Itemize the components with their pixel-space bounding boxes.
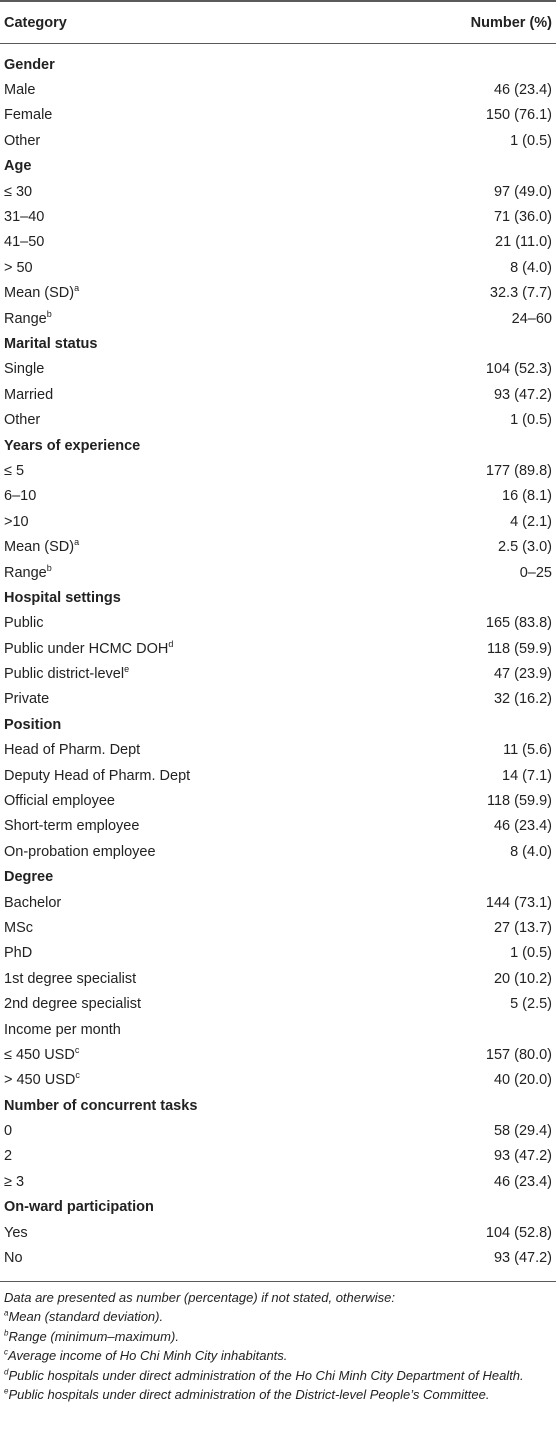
row-value: 1 (0.5) xyxy=(510,412,552,429)
row-label xyxy=(4,260,33,276)
row-label xyxy=(4,234,44,250)
row-label xyxy=(4,562,52,581)
row-label xyxy=(4,615,44,631)
row-label xyxy=(4,1225,28,1241)
row-label xyxy=(4,336,97,352)
category-column-header: Category xyxy=(4,14,67,31)
table-row xyxy=(0,357,556,382)
section-header-row xyxy=(0,433,556,458)
row-value: 20 (10.2) xyxy=(493,970,552,987)
table-row xyxy=(0,611,556,636)
row-value: 58 (29.4) xyxy=(493,1123,552,1140)
row-label-text: Public district-level xyxy=(4,666,125,683)
footnote-marker: a xyxy=(74,283,80,294)
table-row xyxy=(0,763,556,788)
row-value: 8 (4.0) xyxy=(510,843,552,860)
number-column-header: Number (%) xyxy=(470,14,552,31)
row-label xyxy=(4,945,32,961)
table-row xyxy=(0,382,556,407)
row-label-text: > 50 xyxy=(4,259,33,276)
table-row xyxy=(0,77,556,102)
row-value: 47 (23.9) xyxy=(493,666,552,683)
table-row xyxy=(0,407,556,432)
row-value: 104 (52.3) xyxy=(485,361,552,378)
row-value: 46 (23.4) xyxy=(493,1173,552,1190)
row-label xyxy=(4,1098,197,1114)
footnote-marker: d xyxy=(4,1367,9,1377)
section-header-row xyxy=(0,712,556,737)
footnote xyxy=(4,1307,552,1327)
row-label-text: Number of concurrent tasks xyxy=(4,1097,198,1114)
table-row xyxy=(0,509,556,534)
table-row xyxy=(0,255,556,280)
footnote-marker: a xyxy=(74,537,80,548)
table-row xyxy=(0,1042,556,1067)
row-label xyxy=(4,1250,23,1266)
table-row xyxy=(0,839,556,864)
row-value: 144 (73.1) xyxy=(485,894,552,911)
table-row xyxy=(0,814,556,839)
footnote xyxy=(4,1385,552,1405)
row-label xyxy=(4,361,44,377)
row-label-text: Income per month xyxy=(4,1021,121,1038)
row-label-text: Head of Pharm. Dept xyxy=(4,742,141,759)
row-label xyxy=(4,412,40,428)
table-row xyxy=(0,1118,556,1143)
row-value: 0–25 xyxy=(519,564,552,581)
row-label-text: Deputy Head of Pharm. Dept xyxy=(4,767,191,784)
table-row xyxy=(0,179,556,204)
table-row xyxy=(0,458,556,483)
row-label-text: Position xyxy=(4,716,62,733)
row-label-text: Other xyxy=(4,132,41,149)
row-label xyxy=(4,869,53,885)
row-label xyxy=(4,1148,12,1164)
table-row xyxy=(0,1017,556,1042)
footnote-marker: e xyxy=(124,664,130,675)
table-row xyxy=(0,991,556,1016)
table-row xyxy=(0,230,556,255)
row-label xyxy=(4,488,36,504)
row-label-text: >10 xyxy=(4,513,29,530)
row-label xyxy=(4,996,141,1012)
row-label-text: Degree xyxy=(4,869,54,886)
row-label-text: Private xyxy=(4,691,50,708)
footnote-text: Range (minimum–maximum). xyxy=(8,1328,179,1344)
footnote-text: Public hospitals under direct administration of the Ho Chi Minh City Department of Health. xyxy=(8,1367,524,1383)
row-label-text: Public under HCMC DOH xyxy=(4,640,169,657)
section-header-row xyxy=(0,331,556,356)
row-label xyxy=(4,768,190,784)
row-label xyxy=(4,308,52,327)
row-label-text: Bachelor xyxy=(4,894,62,911)
footnote-text: Mean (standard deviation). xyxy=(8,1309,164,1325)
row-label-text: 41–50 xyxy=(4,234,45,251)
row-label-text: Range xyxy=(4,564,47,581)
footnote xyxy=(4,1366,552,1386)
row-label-text: Mean (SD) xyxy=(4,285,75,302)
row-label-text: Short-term employee xyxy=(4,818,140,835)
row-label xyxy=(4,1174,24,1190)
row-value: 11 (5.6) xyxy=(503,742,552,759)
section-header-row xyxy=(0,52,556,77)
row-label xyxy=(4,438,140,454)
footnote-text: Average income of Ho Chi Minh City inhabitants. xyxy=(8,1348,288,1364)
row-label xyxy=(4,818,139,834)
row-label xyxy=(4,1047,79,1063)
table-row xyxy=(0,890,556,915)
row-label-text: No xyxy=(4,1250,23,1267)
row-label xyxy=(4,1022,121,1038)
table-row xyxy=(0,1220,556,1245)
table-row xyxy=(0,941,556,966)
row-label-text: Marital status xyxy=(4,335,98,352)
row-label-text: Married xyxy=(4,386,54,403)
table-row xyxy=(0,306,556,331)
row-value: 14 (7.1) xyxy=(502,767,552,784)
row-value: 1 (0.5) xyxy=(510,132,552,149)
row-label xyxy=(4,1123,12,1139)
footnote-marker: e xyxy=(4,1386,9,1396)
row-label-text: ≤ 5 xyxy=(4,462,25,479)
table-row xyxy=(0,661,556,686)
row-label xyxy=(4,209,44,225)
table-row xyxy=(0,534,556,559)
row-label xyxy=(4,184,32,200)
table-row xyxy=(0,788,556,813)
row-label xyxy=(4,82,35,98)
row-label xyxy=(4,920,33,936)
row-label-text: Male xyxy=(4,82,36,99)
table-row xyxy=(0,1169,556,1194)
row-label xyxy=(4,285,79,301)
footnote xyxy=(4,1346,552,1366)
row-label-text: MSc xyxy=(4,919,33,936)
row-label-text: 31–40 xyxy=(4,209,45,226)
row-label-text: On-probation employee xyxy=(4,843,156,860)
row-label-text: Single xyxy=(4,361,45,378)
row-label-text: > 450 USD xyxy=(4,1072,76,1089)
table-row xyxy=(0,636,556,661)
table-row xyxy=(0,103,556,128)
row-label xyxy=(4,691,49,707)
row-label-text: Hospital settings xyxy=(4,589,121,606)
row-label-text: Age xyxy=(4,158,32,175)
row-value: 8 (4.0) xyxy=(510,259,552,276)
table-row xyxy=(0,1245,556,1270)
table-row xyxy=(0,281,556,306)
row-value: 97 (49.0) xyxy=(493,183,552,200)
table-row xyxy=(0,738,556,763)
footnote xyxy=(4,1288,552,1308)
row-value: 27 (13.7) xyxy=(493,919,552,936)
row-value: 46 (23.4) xyxy=(493,818,552,835)
row-label-text: Range xyxy=(4,310,47,327)
row-label-text: 0 xyxy=(4,1123,13,1140)
row-label-text: PhD xyxy=(4,945,33,962)
row-label-text: Yes xyxy=(4,1224,28,1241)
row-label-text: 1st degree specialist xyxy=(4,970,137,987)
row-label xyxy=(4,107,52,123)
row-label-text: ≥ 3 xyxy=(4,1173,25,1190)
footnote-marker: a xyxy=(4,1308,9,1318)
row-label xyxy=(4,463,24,479)
row-label-text: 2 xyxy=(4,1148,13,1165)
section-header-row xyxy=(0,1093,556,1118)
table-row xyxy=(0,128,556,153)
table-row xyxy=(0,1068,556,1093)
row-value: 93 (47.2) xyxy=(493,1250,552,1267)
table-header xyxy=(0,0,556,44)
section-header-row xyxy=(0,865,556,890)
row-value: 165 (83.8) xyxy=(485,615,552,632)
row-label-text: Other xyxy=(4,412,41,429)
row-label-text: Gender xyxy=(4,56,55,73)
footnote-marker: d xyxy=(168,638,174,649)
row-value: 177 (89.8) xyxy=(485,462,552,479)
row-value: 150 (76.1) xyxy=(485,107,552,124)
row-label xyxy=(4,158,31,174)
row-value: 16 (8.1) xyxy=(502,488,552,505)
row-label-text: Female xyxy=(4,107,53,124)
row-label xyxy=(4,666,129,682)
row-label-text: ≤ 30 xyxy=(4,183,33,200)
row-label xyxy=(4,971,136,987)
table-footnotes xyxy=(0,1281,556,1405)
row-label xyxy=(4,1072,80,1088)
section-header-row xyxy=(0,1195,556,1220)
footnote-marker: c xyxy=(74,1045,80,1056)
footnote xyxy=(4,1327,552,1347)
row-value: 2.5 (3.0) xyxy=(498,539,552,556)
row-label-text: 6–10 xyxy=(4,488,37,505)
row-label xyxy=(4,57,55,73)
row-label-text: On-ward participation xyxy=(4,1199,154,1216)
section-header-row xyxy=(0,154,556,179)
table-row xyxy=(0,687,556,712)
row-label-text: Public xyxy=(4,615,44,632)
footnote-text: Data are presented as number (percentage) if not stated, otherwise: xyxy=(4,1289,395,1305)
footnote-text: Public hospitals under direct administration of the District-level People’s Committee. xyxy=(8,1387,490,1403)
row-label-text: 2nd degree specialist xyxy=(4,996,142,1013)
row-value: 4 (2.1) xyxy=(510,513,552,530)
table-row xyxy=(0,915,556,940)
footnote-marker: b xyxy=(46,562,52,573)
row-value: 118 (59.9) xyxy=(486,793,552,810)
row-value: 93 (47.2) xyxy=(493,1148,552,1165)
row-label xyxy=(4,514,29,530)
row-label xyxy=(4,717,61,733)
row-label xyxy=(4,638,174,657)
section-header-row xyxy=(0,585,556,610)
row-value: 21 (11.0) xyxy=(495,234,552,251)
row-label-text: ≤ 450 USD xyxy=(4,1046,75,1063)
footnote-marker: b xyxy=(4,1328,9,1338)
table-row xyxy=(0,966,556,991)
row-label xyxy=(4,895,61,911)
row-label xyxy=(4,1199,154,1215)
row-label-text: Official employee xyxy=(4,793,115,810)
table-row xyxy=(0,204,556,229)
row-label xyxy=(4,793,115,809)
row-value: 93 (47.2) xyxy=(493,386,552,403)
row-label xyxy=(4,590,121,606)
footnote-marker: c xyxy=(75,1070,80,1081)
row-value: 5 (2.5) xyxy=(510,996,552,1013)
row-value: 118 (59.9) xyxy=(486,640,552,657)
row-value: 32.3 (7.7) xyxy=(489,285,552,302)
footnote-marker: c xyxy=(4,1347,8,1357)
row-value: 46 (23.4) xyxy=(493,82,552,99)
footnote-marker: b xyxy=(46,308,52,319)
row-label xyxy=(4,742,140,758)
table-row xyxy=(0,484,556,509)
row-label xyxy=(4,133,40,149)
row-value: 71 (36.0) xyxy=(493,209,552,226)
row-label-text: Years of experience xyxy=(4,437,141,454)
row-label xyxy=(4,539,79,555)
row-value: 157 (80.0) xyxy=(485,1046,552,1063)
row-value: 1 (0.5) xyxy=(510,945,552,962)
row-value: 40 (20.0) xyxy=(493,1072,552,1089)
row-label xyxy=(4,387,53,403)
table-body xyxy=(0,52,556,1271)
table-row xyxy=(0,560,556,585)
row-label-text: Mean (SD) xyxy=(4,539,75,556)
row-value: 24–60 xyxy=(511,310,552,327)
row-label xyxy=(4,844,156,860)
row-value: 104 (52.8) xyxy=(485,1224,552,1241)
table-row xyxy=(0,1144,556,1169)
row-value: 32 (16.2) xyxy=(493,691,552,708)
